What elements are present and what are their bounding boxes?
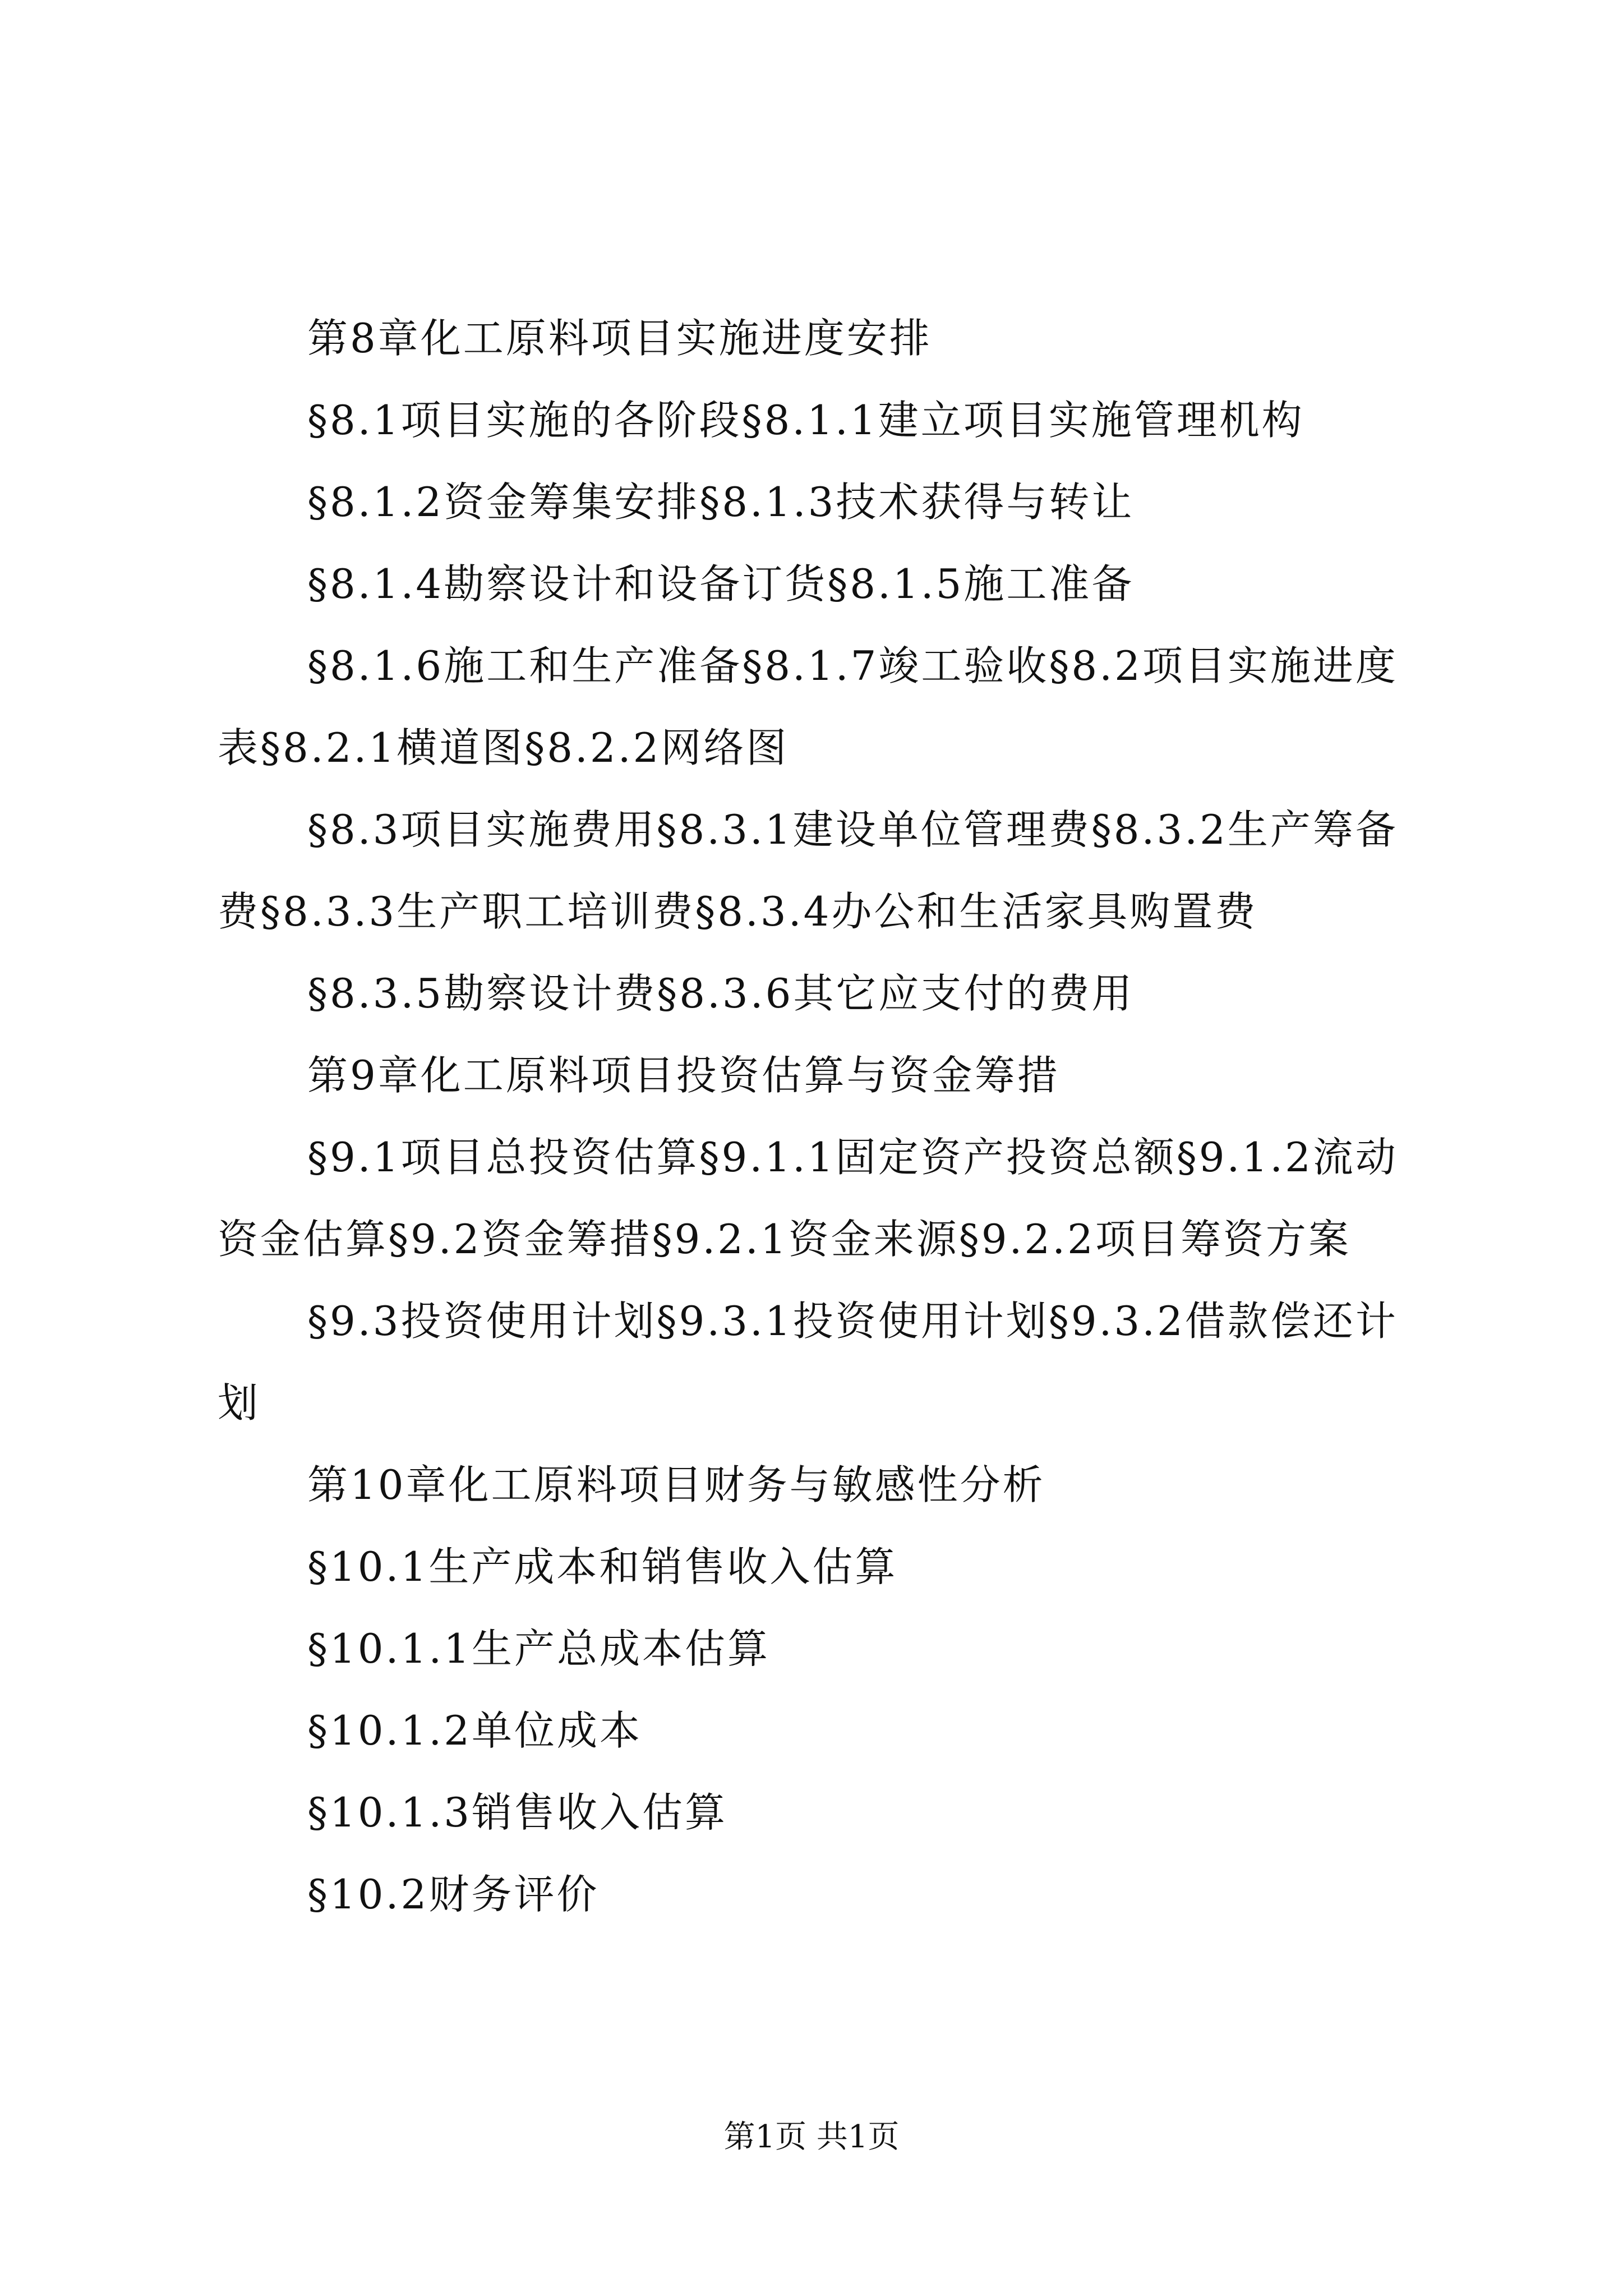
paragraph: §8.1.2资金筹集安排§8.1.3技术获得与转让 (307, 478, 1135, 526)
chapter-10-heading: 第10章化工原料项目财务与敏感性分析 (307, 1461, 1045, 1508)
page-footer: 第1页 共1页 (723, 2119, 900, 2155)
document-body (218, 297, 1423, 1935)
paragraph: §10.1生产成本和销售收入估算 (307, 1543, 898, 1590)
paragraph: §8.1.6施工和生产准备§8.1.7竣工验收§8.2项目实施进度表§8.2.1横道图§8.2.2网络图 (218, 642, 1398, 771)
paragraph: §8.1.4勘察设计和设备订货§8.1.5施工准备 (307, 560, 1135, 608)
paragraph: §8.3.5勘察设计费§8.3.6其它应支付的费用 (307, 970, 1135, 1017)
paragraph: §10.1.1生产总成本估算 (307, 1625, 771, 1672)
chapter-9-heading: 第9章化工原料项目投资估算与资金筹措 (307, 1052, 1060, 1099)
paragraph: §9.1项目总投资估算§9.1.1固定资产投资总额§9.1.2流动资金估算§9.2资金筹措§9.2.1资金来源§9.2.2项目筹资方案 (218, 1134, 1398, 1263)
paragraph: §8.1项目实施的各阶段§8.1.1建立项目实施管理机构 (307, 397, 1304, 444)
paragraph: §10.1.3销售收入估算 (307, 1789, 728, 1836)
paragraph: §8.3项目实施费用§8.3.1建设单位管理费§8.3.2生产筹备费§8.3.3生产职工培训费§8.3.4办公和生活家具购置费 (218, 806, 1398, 935)
chapter-8-heading: 第8章化工原料项目实施进度安排 (307, 315, 932, 362)
paragraph: §10.2财务评价 (307, 1871, 600, 1918)
paragraph: §9.3投资使用计划§9.3.1投资使用计划§9.3.2借款偿还计划 (218, 1297, 1398, 1427)
paragraph: §10.1.2单位成本 (307, 1707, 643, 1754)
